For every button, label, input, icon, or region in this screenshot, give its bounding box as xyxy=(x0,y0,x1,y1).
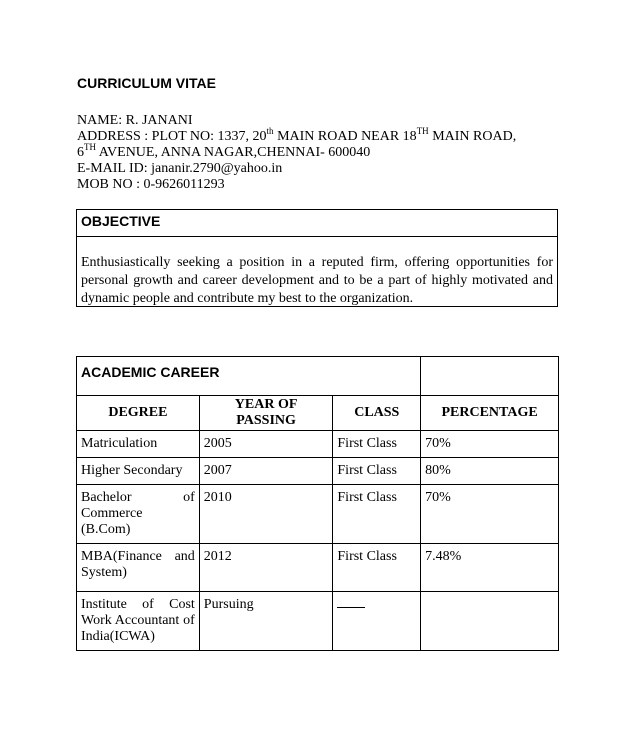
degree-cell: Institute of Cost Work Accountant of India(ICWA) xyxy=(77,592,200,651)
degree-cell: Bachelor of Commerce (B.Com) xyxy=(77,485,200,544)
degree-cell: Higher Secondary xyxy=(77,458,200,485)
year-cell: 2012 xyxy=(199,544,333,592)
objective-text: Enthusiastically seeking a position in a reputed firm, offering opportunities for personal growth and career development and to be a part of highly motivated and dynamic people and contribute my best to the organization. xyxy=(81,255,553,306)
class-cell xyxy=(333,592,421,651)
column-header-degree: DEGREE xyxy=(77,396,200,431)
percentage-cell xyxy=(421,592,559,651)
table-row xyxy=(77,485,559,544)
column-header-year: YEAR OF PASSING xyxy=(199,396,333,431)
address-line-2: 6TH AVENUE, ANNA NAGAR,CHENNAI- 600040 xyxy=(77,142,371,160)
class-cell: First Class xyxy=(333,485,421,544)
year-cell: Pursuing xyxy=(199,592,333,651)
academic-career-table xyxy=(76,356,559,651)
percentage-cell: 80% xyxy=(421,458,559,485)
mobile-line: MOB NO : 0-9626011293 xyxy=(77,177,225,192)
table-row xyxy=(77,592,559,651)
year-cell: 2007 xyxy=(199,458,333,485)
academic-heading: ACADEMIC CAREER xyxy=(77,357,421,396)
table-row xyxy=(77,458,559,485)
name-line: NAME: R. JANANI xyxy=(77,113,193,128)
address-line-1: ADDRESS : PLOT NO: 1337, 20th MAIN ROAD NEAR 18TH MAIN ROAD, xyxy=(77,126,517,144)
column-header-percentage: PERCENTAGE xyxy=(421,396,559,431)
table-row xyxy=(77,544,559,592)
table-row xyxy=(77,431,559,458)
class-cell: First Class xyxy=(333,458,421,485)
percentage-cell: 7.48% xyxy=(421,544,559,592)
empty-dash xyxy=(337,607,365,608)
percentage-cell: 70% xyxy=(421,431,559,458)
document-title: CURRICULUM VITAE xyxy=(77,75,216,91)
column-header-class: CLASS xyxy=(333,396,421,431)
year-cell: 2005 xyxy=(199,431,333,458)
class-cell: First Class xyxy=(333,544,421,592)
degree-cell: MBA(Finance and System) xyxy=(77,544,200,592)
class-cell: First Class xyxy=(333,431,421,458)
objective-section xyxy=(76,209,558,307)
year-cell: 2010 xyxy=(199,485,333,544)
percentage-cell: 70% xyxy=(421,485,559,544)
objective-heading: OBJECTIVE xyxy=(77,210,557,237)
email-line: E-MAIL ID: jananir.2790@yahoo.in xyxy=(77,161,283,176)
degree-cell: Matriculation xyxy=(77,431,200,458)
academic-heading-blank-cell xyxy=(421,357,559,396)
